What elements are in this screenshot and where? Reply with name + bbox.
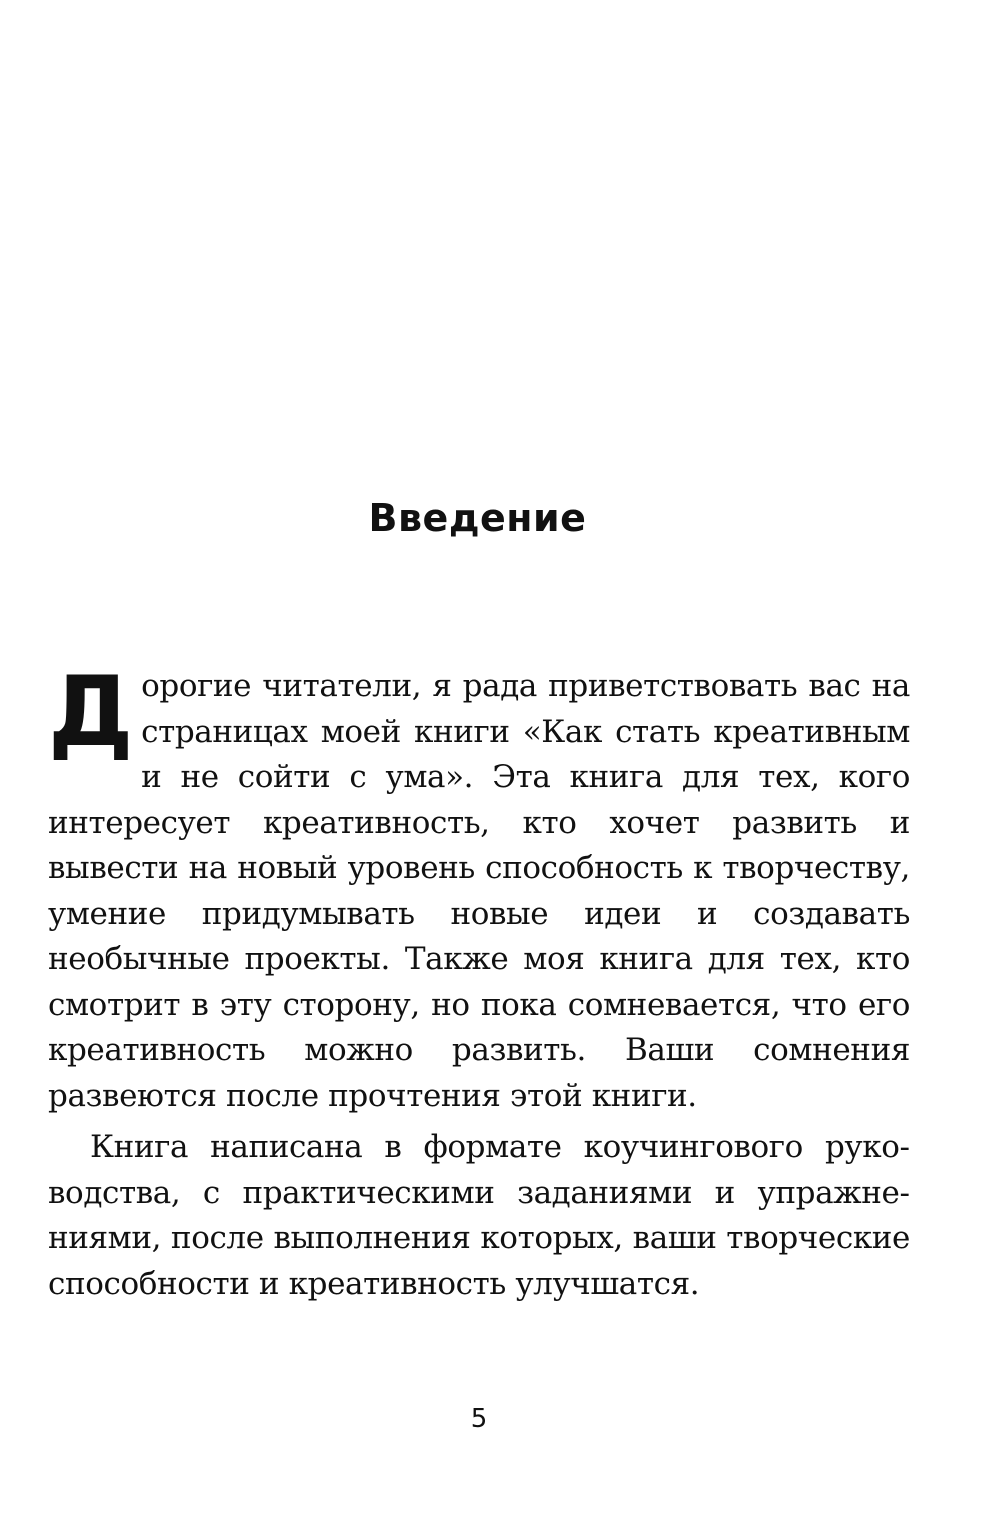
paragraph-2: Книга написана в формате коучингового руководства, с практическими заданиями и упражнениями, после выполнения которых, ваши творческие способности и креативность улучшатся. bbox=[48, 1129, 910, 1302]
paragraph-1 bbox=[48, 656, 910, 1119]
body-text bbox=[48, 656, 910, 1307]
chapter-title: Введение bbox=[368, 496, 587, 540]
drop-cap-letter: Д bbox=[48, 656, 134, 768]
paragraph-1-text: орогие читатели, я рада приветствовать вас на страницах моей книги «Как стать креативным и не сойти с ума». Эта книга для тех, кого интересует креативность, кто хочет развить и вывести на новый уровень способность к творчеству, умение придумывать новые идеи и создавать необычные проекты. Также моя книга для тех, кто смотрит в эту сторону, но пока сомневается, что его креативность можно развить. Ваши сомнения развеются после прочтения этой книги. bbox=[48, 668, 910, 1114]
page-number: 5 bbox=[470, 1404, 488, 1434]
